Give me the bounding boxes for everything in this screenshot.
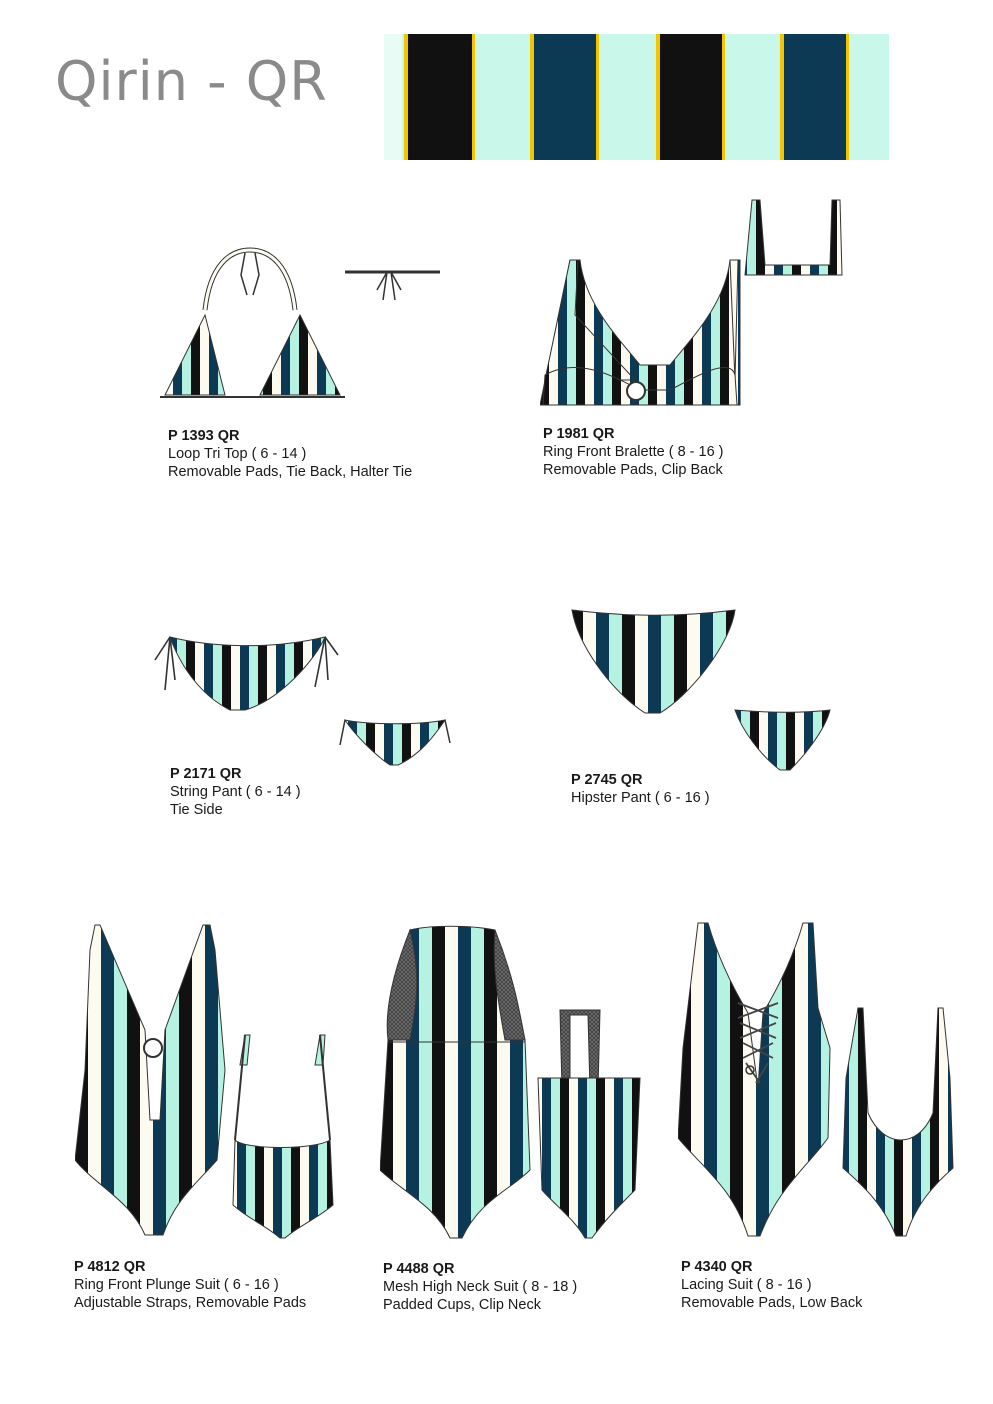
product-name: Loop Tri Top ( 6 - 14 ) (168, 446, 307, 462)
product-caption (168, 427, 412, 481)
product-code: P 2171 QR (170, 766, 242, 782)
mesh-high-neck-suit-illustration (380, 920, 645, 1240)
ring-front-bralette-illustration (540, 195, 850, 410)
string-pant-illustration (150, 625, 460, 770)
product-code: P 4340 QR (681, 1259, 753, 1275)
product-caption (74, 1258, 306, 1312)
product-details: Adjustable Straps, Removable Pads (74, 1295, 307, 1311)
product-code: P 4488 QR (383, 1261, 455, 1277)
product-code: P 2745 QR (571, 772, 643, 788)
product-caption (681, 1258, 862, 1312)
product-name: Lacing Suit ( 8 - 16 ) (681, 1277, 812, 1293)
product-caption (170, 765, 301, 819)
product-caption (383, 1260, 577, 1314)
product-code: P 4812 QR (74, 1259, 146, 1275)
product-details: Tie Side (170, 802, 223, 818)
page-title: Qirin - QR (55, 50, 328, 113)
product-code: P 1393 QR (168, 428, 240, 444)
plunge-suit-illustration (75, 920, 340, 1240)
product-caption (543, 425, 724, 479)
product-caption (571, 771, 710, 807)
fabric-swatch (384, 34, 889, 160)
product-details: Removable Pads, Tie Back, Halter Tie (168, 464, 413, 480)
product-name: Mesh High Neck Suit ( 8 - 18 ) (383, 1279, 578, 1295)
product-name: Ring Front Plunge Suit ( 6 - 16 ) (74, 1277, 279, 1293)
product-code: P 1981 QR (543, 426, 615, 442)
product-details: Removable Pads, Clip Back (543, 462, 723, 478)
lacing-suit-illustration (678, 918, 963, 1243)
loop-tri-top-illustration (155, 245, 450, 410)
hipster-pant-illustration (570, 605, 840, 775)
product-name: String Pant ( 6 - 14 ) (170, 784, 301, 800)
product-name: Hipster Pant ( 6 - 16 ) (571, 790, 710, 806)
product-name: Ring Front Bralette ( 8 - 16 ) (543, 444, 724, 460)
product-details: Removable Pads, Low Back (681, 1295, 863, 1311)
product-details: Padded Cups, Clip Neck (383, 1297, 541, 1313)
